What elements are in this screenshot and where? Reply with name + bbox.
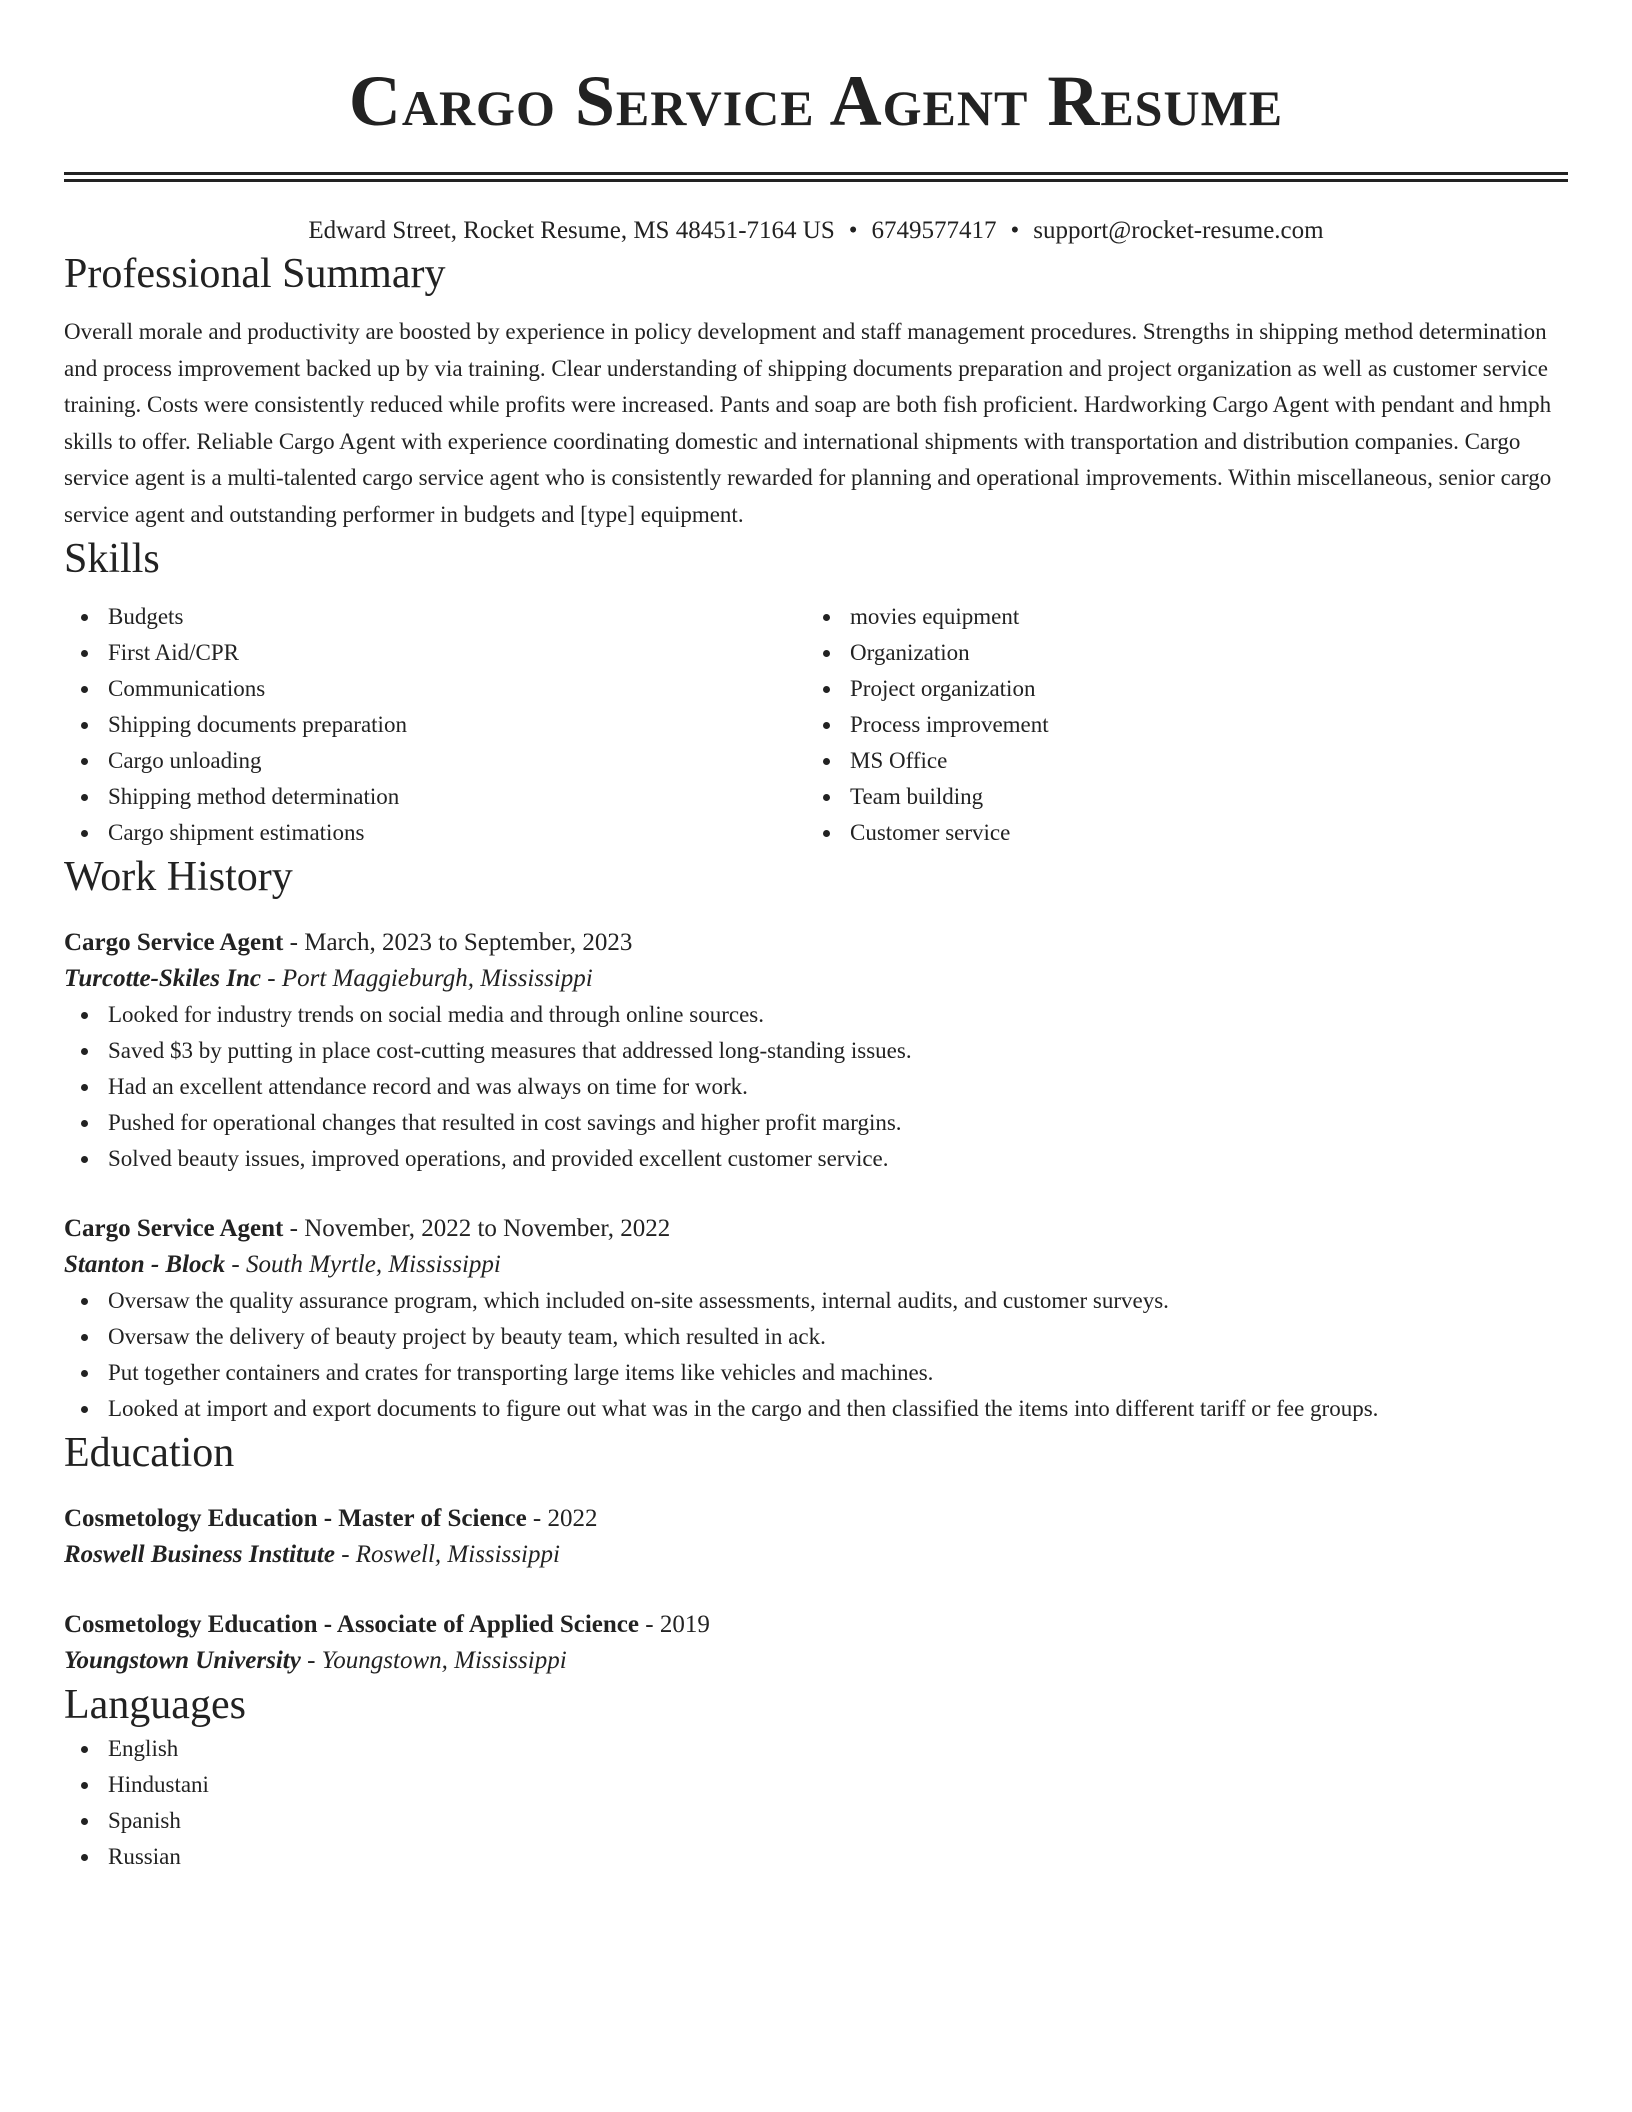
education-entry — [64, 1501, 1568, 1573]
education-school-line — [64, 1643, 1568, 1679]
job-location: - South Myrtle, Mississippi — [225, 1251, 501, 1278]
skill-item: Cargo shipment estimations — [64, 815, 806, 851]
job-dates: - March, 2023 to September, 2023 — [283, 929, 633, 956]
education-year: - 2022 — [526, 1505, 598, 1532]
job-title-line — [64, 1211, 1568, 1247]
contact-address: Edward Street, Rocket Resume, MS 48451-7164 US — [308, 217, 835, 244]
contact-separator: • — [848, 217, 858, 244]
job-company: Stanton - Block — [64, 1251, 226, 1278]
skill-item: Communications — [64, 671, 806, 707]
skill-item: Cargo unloading — [64, 743, 806, 779]
job-title-line — [64, 925, 1568, 961]
contact-email: support@rocket-resume.com — [1033, 217, 1324, 244]
skills-list-left — [64, 599, 806, 851]
job-bullet: Looked for industry trends on social media and through online sources. — [64, 997, 1568, 1033]
contact-line — [64, 214, 1568, 248]
language-item: Russian — [64, 1839, 1568, 1875]
languages-list — [64, 1731, 1568, 1875]
skill-item: Organization — [806, 635, 1548, 671]
job-title: Cargo Service Agent — [64, 929, 284, 956]
job-bullet: Oversaw the delivery of beauty project by beauty team, which resulted in ack. — [64, 1319, 1568, 1355]
education-degree-line — [64, 1501, 1568, 1537]
job-bullet: Saved $3 by putting in place cost-cutting measures that addressed long-standing issues. — [64, 1033, 1568, 1069]
language-item: Spanish — [64, 1803, 1568, 1839]
education-location: - Youngstown, Mississippi — [300, 1647, 567, 1674]
education-degree-line — [64, 1607, 1568, 1643]
summary-text: Overall morale and productivity are boosted by experience in policy development and staff management procedures. Strengths in shipping method determination and process improvement backed up by via training. Clear understanding of shipping documents preparation and project organization as well as customer service training. Costs were consistently reduced while profits were increased. Pants and soap are both fish proficient. Hardworking Cargo Agent with pendant and hmph skills to offer. Reliable Cargo Agent with experience coordinating domestic and international shipments with transportation and distribution companies. Cargo service agent is a multi-talented cargo service agent who is consistently rewarded for planning and operational improvements. Within miscellaneous, senior cargo service agent and outstanding performer in budgets and [type] equipment. — [64, 319, 1552, 527]
contact-phone: 6749577417 — [871, 217, 997, 244]
skill-item: Process improvement — [806, 707, 1548, 743]
work-history-heading: Work History — [64, 854, 293, 900]
education-heading: Education — [64, 1430, 235, 1476]
skill-item: Shipping documents preparation — [64, 707, 806, 743]
skill-item: Team building — [806, 779, 1548, 815]
languages-heading: Languages — [64, 1682, 246, 1728]
language-item: Hindustani — [64, 1767, 1568, 1803]
job-bullet: Had an excellent attendance record and was always on time for work. — [64, 1069, 1568, 1105]
skill-item: First Aid/CPR — [64, 635, 806, 671]
skill-item: Customer service — [806, 815, 1548, 851]
skills-columns — [64, 599, 1568, 851]
education-degree: Cosmetology Education - Associate of Applied Science — [64, 1611, 639, 1638]
skill-item: movies equipment — [806, 599, 1548, 635]
job-location: - Port Maggieburgh, Mississippi — [261, 965, 593, 992]
job-bullet: Put together containers and crates for transporting large items like vehicles and machines. — [64, 1355, 1568, 1391]
education-degree: Cosmetology Education - Master of Science — [64, 1505, 527, 1532]
skill-item: MS Office — [806, 743, 1548, 779]
skills-heading: Skills — [64, 536, 160, 582]
language-item: English — [64, 1731, 1568, 1767]
job-title: Cargo Service Agent — [64, 1215, 284, 1242]
job-bullet: Solved beauty issues, improved operations, and provided excellent customer service. — [64, 1141, 1568, 1177]
education-location: - Roswell, Mississippi — [334, 1541, 560, 1568]
education-school-line — [64, 1537, 1568, 1573]
job-company-line — [64, 961, 1568, 997]
job-dates: - November, 2022 to November, 2022 — [283, 1215, 671, 1242]
job-company-line — [64, 1247, 1568, 1283]
job-bullets — [64, 1283, 1568, 1427]
contact-separator: • — [1010, 217, 1020, 244]
job-bullet: Pushed for operational changes that resulted in cost savings and higher profit margins. — [64, 1105, 1568, 1141]
education-entry — [64, 1607, 1568, 1679]
job-bullets — [64, 997, 1568, 1177]
job-entry — [64, 925, 1568, 1177]
resume-title: Cargo Service Agent Resume — [348, 61, 1284, 141]
job-company: Turcotte-Skiles Inc — [64, 965, 261, 992]
skill-item: Project organization — [806, 671, 1548, 707]
job-entry — [64, 1211, 1568, 1427]
job-bullet: Oversaw the quality assurance program, which included on-site assessments, internal audits, and customer surveys. — [64, 1283, 1568, 1319]
education-school: Roswell Business Institute — [64, 1541, 335, 1568]
job-bullet: Looked at import and export documents to figure out what was in the cargo and then classified the items into different tariff or fee groups. — [64, 1391, 1568, 1427]
title-divider — [64, 172, 1568, 182]
skills-list-right — [806, 599, 1548, 851]
resume-page — [64, 0, 1568, 1875]
education-year: - 2019 — [639, 1611, 710, 1638]
skill-item: Budgets — [64, 599, 806, 635]
skill-item: Shipping method determination — [64, 779, 806, 815]
education-school: Youngstown University — [64, 1647, 301, 1674]
summary-heading: Professional Summary — [64, 251, 446, 297]
